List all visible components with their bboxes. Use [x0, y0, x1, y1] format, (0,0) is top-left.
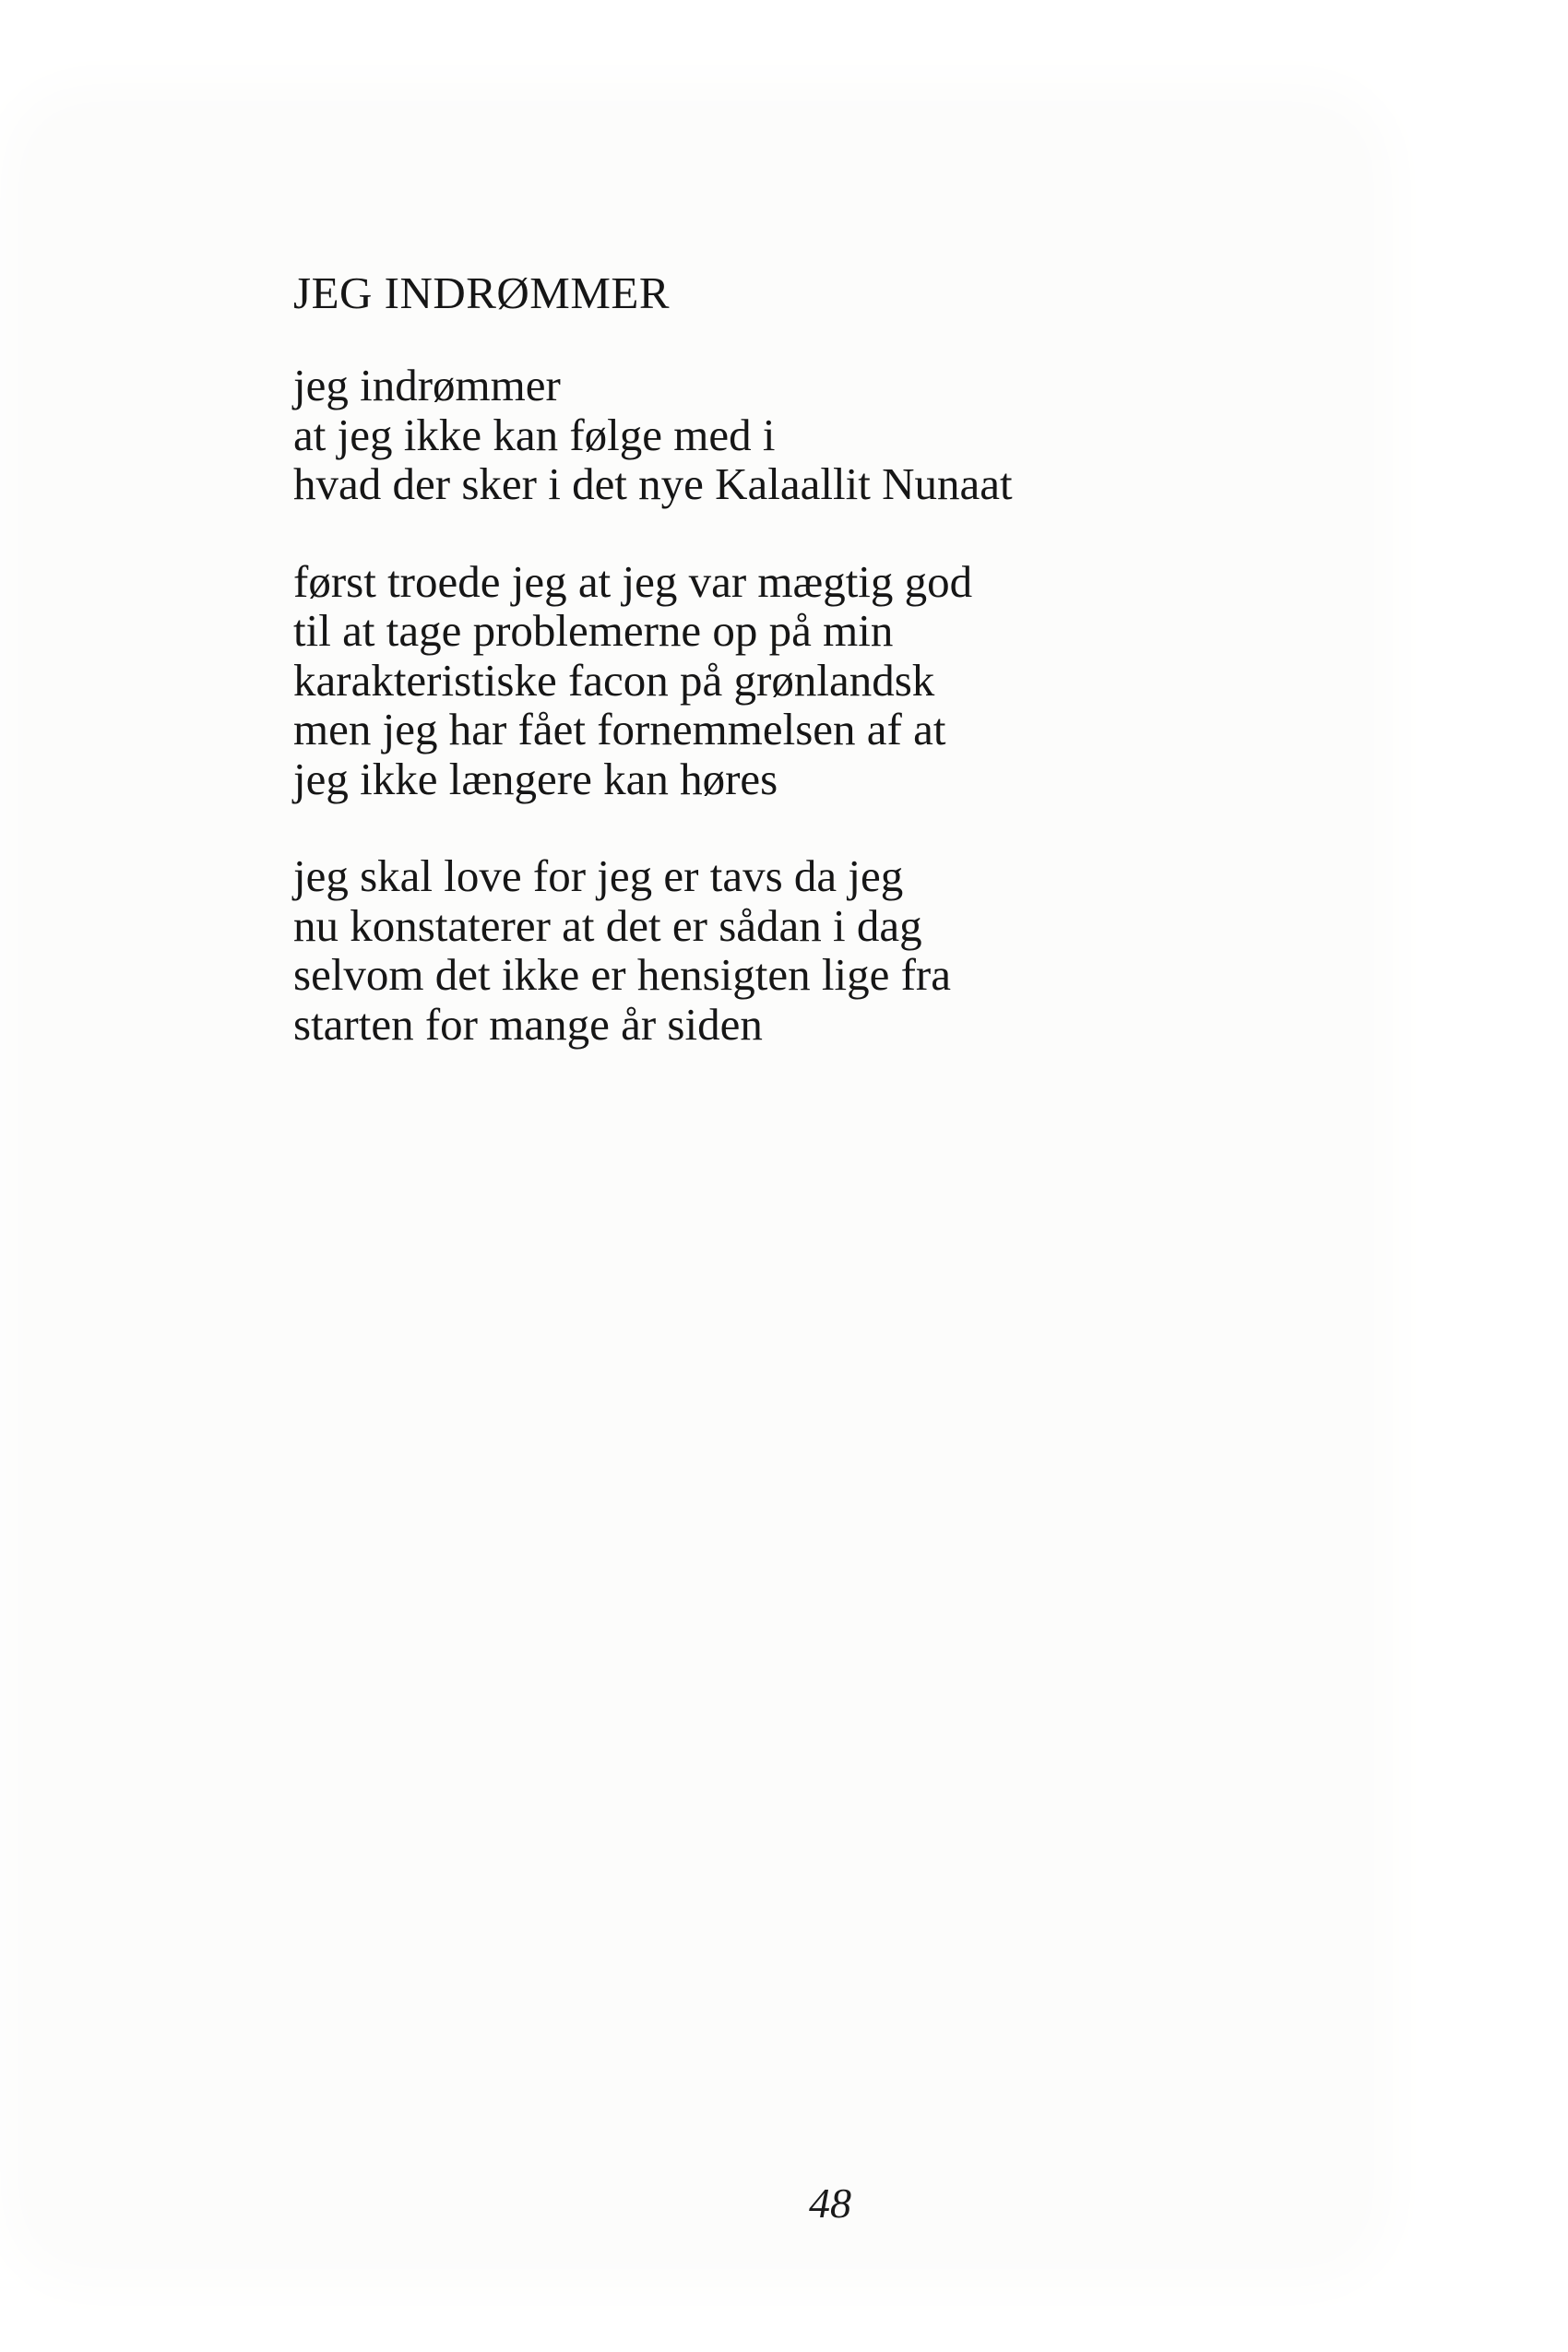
poem-line: karakteristiske facon på grønlandsk — [293, 654, 935, 706]
page-number: 48 — [809, 2180, 851, 2227]
poem-line: jeg ikke længere kan høres — [293, 753, 778, 804]
poem — [293, 266, 1308, 1097]
stanza-3 — [293, 851, 1308, 1049]
poem-line: selvom det ikke er hensigten lige fra — [293, 949, 951, 1000]
poem-line: starten for mange år siden — [293, 998, 763, 1050]
poem-line: først troede jeg at jeg var mægtig god — [293, 555, 973, 607]
poem-line: nu konstaterer at det er sådan i dag — [293, 899, 922, 951]
poem-line: hvad der sker i det nye Kalaallit Nunaat — [293, 458, 1013, 509]
poem-title: JEG INDRØMMER — [293, 267, 671, 318]
poem-line: men jeg har fået fornemmelsen af at — [293, 704, 946, 754]
poem-line: jeg indrømmer — [293, 360, 561, 410]
stanza-2 — [293, 557, 1308, 804]
stanza-1 — [293, 361, 1308, 509]
poem-line: til at tage problemerne op på min — [293, 605, 894, 656]
poem-line: at jeg ikke kan følge med i — [293, 409, 776, 460]
poem-line: jeg skal love for jeg er tavs da jeg — [293, 850, 904, 901]
